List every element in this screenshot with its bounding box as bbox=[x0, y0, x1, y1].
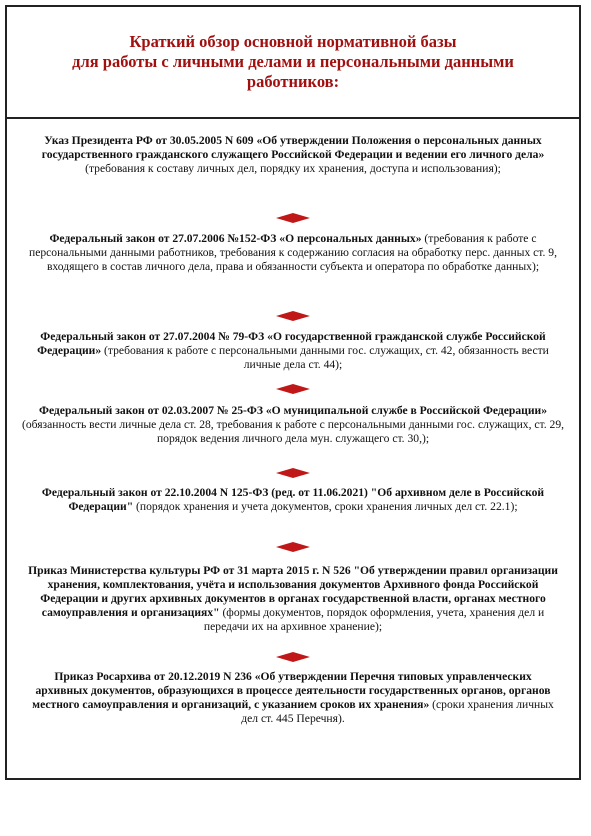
regulation-title: Федеральный закон от 22.10.2004 N 125-ФЗ (ред. от 11.06.2021) "Об архивном деле в Российской Федерации" bbox=[41, 486, 545, 513]
regulation-entry-4 bbox=[19, 404, 567, 460]
separator bbox=[19, 302, 567, 330]
regulation-title: Приказ Росархива от 20.12.2019 N 236 «Об утверждении Перечня типовых управленческих архивных документов, образующихся в процессе деятельности государственных органов, органов местного самоуправления и организаций, с указанием сроков их хранения» bbox=[32, 670, 551, 711]
regulation-note: (формы документов, порядок оформления, учета, хранения дел и передачи их на архивное хранение); bbox=[203, 606, 545, 633]
title-line-3: работников: bbox=[246, 72, 340, 91]
regulation-title: Указ Президента РФ от 30.05.2005 N 609 «Об утверждении Положения о персональных данных государственного гражданского служащего Российской Федерации и ведении его личного дела» bbox=[41, 134, 545, 161]
separator bbox=[19, 460, 567, 486]
red-diamond-divider-icon bbox=[276, 542, 310, 552]
regulation-note: (обязанность вести личные дела ст. 28, требования к работе с персональными данными гос. служащих, ст. 29, порядок ведения личного дела мун. служащего ст. 30,); bbox=[21, 418, 565, 445]
title-line-1: Краткий обзор основной нормативной базы bbox=[129, 32, 457, 51]
red-diamond-divider-icon bbox=[276, 213, 310, 223]
regulation-title: Приказ Министерства культуры РФ от 31 марта 2015 г. N 526 "Об утверждении правил организации хранения, комплектования, учёта и использования документов Архивного фонда Российской Федерации и других архивных документов в органах государственной власти, органах местного самоуправления и организациях" bbox=[28, 564, 558, 619]
separator bbox=[19, 530, 567, 564]
red-diamond-divider-icon bbox=[276, 652, 310, 662]
page-title bbox=[72, 32, 514, 92]
regulation-entry-2 bbox=[19, 232, 567, 302]
document-frame bbox=[5, 5, 581, 780]
regulation-title: Федеральный закон от 27.07.2006 №152-ФЗ «О персональных данных» bbox=[49, 232, 422, 245]
document-header bbox=[7, 7, 579, 119]
regulation-title: Федеральный закон от 27.07.2004 № 79-ФЗ «О государственной гражданской службе Российской Федерации» bbox=[37, 330, 546, 357]
regulation-entry-7 bbox=[19, 670, 567, 730]
separator bbox=[19, 644, 567, 670]
red-diamond-divider-icon bbox=[276, 311, 310, 321]
title-line-2: для работы с личными делами и персональными данными bbox=[72, 52, 514, 71]
regulation-note: (порядок хранения и учета документов, сроки хранения личных дел ст. 22.1); bbox=[133, 500, 518, 513]
regulation-entry-1 bbox=[19, 134, 567, 204]
document-body bbox=[7, 119, 579, 730]
regulation-note: (требования к составу личных дел, порядку их хранения, доступа и использования); bbox=[85, 162, 501, 175]
regulation-note: (требования к работе с персональными данными работников, требования к содержанию согласия на обработку перс. данных ст. 9, входящего в состав личного дела, права и обязанности субъекта и оператора по обработке данных); bbox=[28, 232, 557, 273]
separator bbox=[19, 374, 567, 404]
regulation-entry-3 bbox=[19, 330, 567, 374]
regulation-entry-6 bbox=[19, 564, 567, 644]
regulation-entry-5 bbox=[19, 486, 567, 530]
separator bbox=[19, 204, 567, 232]
regulation-title: Федеральный закон от 02.03.2007 № 25-ФЗ «О муниципальной службе в Российской Федерации» bbox=[38, 404, 548, 417]
regulation-note: (сроки хранения личных дел ст. 445 Перечня). bbox=[241, 698, 554, 725]
red-diamond-divider-icon bbox=[276, 468, 310, 478]
regulation-note: (требования к работе с персональными данными гос. служащих, ст. 42, обязанность вести личные дела ст. 44); bbox=[101, 344, 549, 371]
red-diamond-divider-icon bbox=[276, 384, 310, 394]
